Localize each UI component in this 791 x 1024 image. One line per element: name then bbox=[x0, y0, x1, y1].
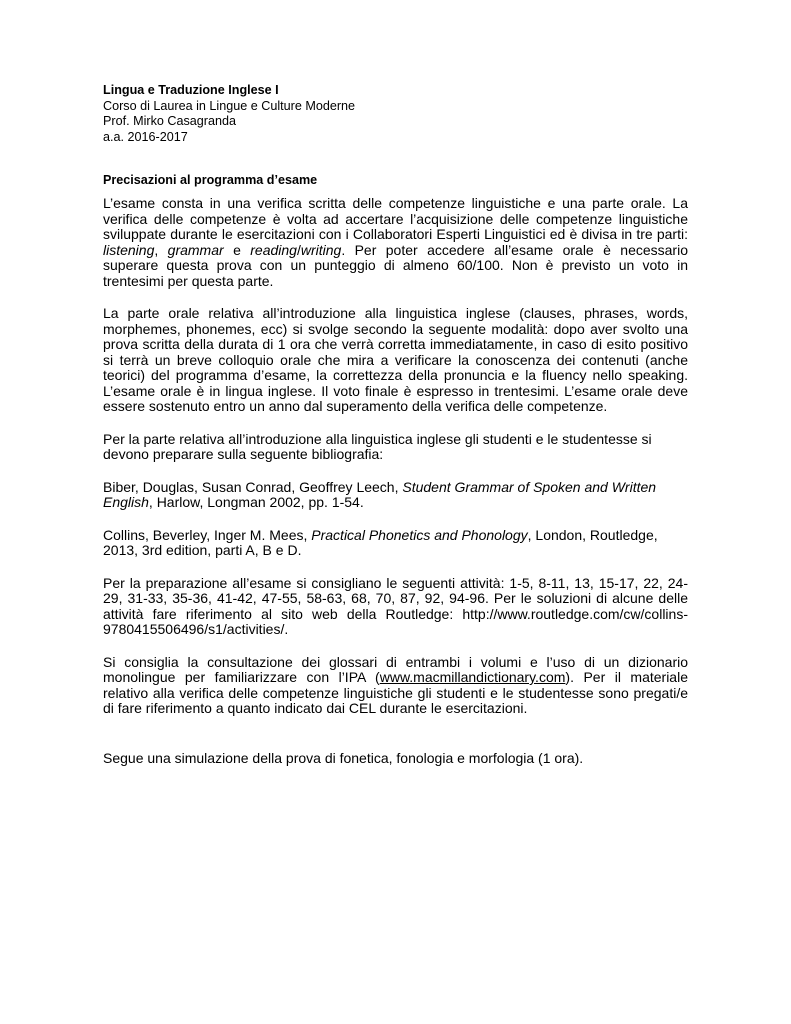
paragraph-glossary bbox=[103, 655, 688, 717]
p1-grammar: grammar bbox=[167, 241, 224, 258]
paragraph-oral-exam: La parte orale relativa all’introduzione alla linguistica inglese (clauses, phrases, words, morphemes, phonemes, ecc) si svolge secondo la seguente modalità: dopo aver svolto una prova scritta della durata di 1 ora che verrà corretta immediatamente, in caso di esito positivo si terrà un breve colloquio orale che mira a verificare la conoscenza dei contenuti (anche teorici) del programma d’esame, la correttezza della pronuncia e la fluency nello speaking. L’esame orale è in lingua inglese. Il voto finale è espresso in trentesimi. L’esame orale deve essere sostenuto entro un anno dal superamento della verifica delle competenze. bbox=[103, 305, 688, 414]
paragraph-simulation: Segue una simulazione della prova di fonetica, fonologia e morfologia (1 ora). bbox=[103, 749, 584, 766]
section-title: Precisazioni al programma d’esame bbox=[103, 173, 318, 187]
paragraph-bibliography-intro: Per la parte relativa all’introduzione alla linguistica inglese gli studenti e le studentesse si devono preparare sulla seguente bibliografia: bbox=[103, 430, 652, 462]
p5-after: ). Per il materiale relativo alla verifica delle competenze linguistiche gli studenti e le studentesse sono pregati/e di fare riferimento a quanto indicato dai CEL durante le esercitazioni. bbox=[103, 669, 688, 716]
p1-slash: / bbox=[296, 241, 301, 258]
course-title: Lingua e Traduzione Inglese I bbox=[103, 83, 279, 97]
bib2-title: Practical Phonetics and Phonology bbox=[311, 526, 528, 543]
bibliography-entry-biber bbox=[103, 480, 688, 511]
academic-year-line: a.a. 2016-2017 bbox=[103, 129, 188, 144]
macmillan-dictionary-link[interactable]: www.macmillandictionary.com bbox=[379, 669, 566, 685]
bibliography-entry-collins bbox=[103, 528, 688, 559]
p1-writing: writing bbox=[300, 241, 342, 258]
p1-sep1: , bbox=[154, 241, 168, 258]
p1-reading: reading bbox=[250, 241, 297, 258]
professor-line: Prof. Mirko Casagranda bbox=[103, 114, 236, 128]
p1-text-start: L’esame consta in una verifica scritta delle competenze linguistiche e una parte orale. La verifica delle competenze è volta ad accertare l’acquisizione delle competenze linguistiche sviluppate durante le esercitazioni con i Collaboratori Esperti Linguistici ed è divisa in tre parti: bbox=[103, 195, 688, 242]
document-body bbox=[103, 196, 688, 783]
p1-listening: listening bbox=[103, 241, 155, 258]
bib2-rest: , London, Routledge, 2013, 3rd edition, parti A, B e D. bbox=[103, 526, 658, 558]
bib1-title: Student Grammar of Spoken and Written English bbox=[103, 478, 657, 510]
bib1-rest: , Harlow, Longman 2002, pp. 1-54. bbox=[148, 494, 364, 510]
degree-line: Corso di Laurea in Lingue e Culture Moderne bbox=[103, 98, 356, 113]
paragraph-activities: Per la preparazione all’esame si consigliano le seguenti attività: 1-5, 8-11, 13, 15-17, 22, 24-29, 31-33, 35-36, 41-42, 47-55, 58-63, 68, 70, 87, 92, 94-96. Per le soluzioni di alcune delle attività fare riferimento al sito web della Routledge: http://www.routledge.com/cw/collins-9780415506496/s1/activities/. bbox=[103, 574, 688, 637]
p5-before: Si consiglia la consultazione dei glossari di entrambi i volumi e l’uso di un dizionario monolingue per familiarizzare con l’IPA ( bbox=[103, 653, 688, 685]
p1-sep2: e bbox=[223, 241, 251, 258]
bib1-authors: Biber, Douglas, Susan Conrad, Geoffrey Leech, bbox=[103, 478, 403, 495]
document-header bbox=[103, 83, 703, 145]
p1-text-end: . Per poter accedere all’esame orale è necessario superare questa prova con un punteggio di almeno 60/100. Non è previsto un voto in trentesimi per questa parte. bbox=[103, 241, 688, 289]
bib2-authors: Collins, Beverley, Inger M. Mees, bbox=[103, 526, 312, 543]
paragraph-exam-structure bbox=[103, 196, 688, 289]
